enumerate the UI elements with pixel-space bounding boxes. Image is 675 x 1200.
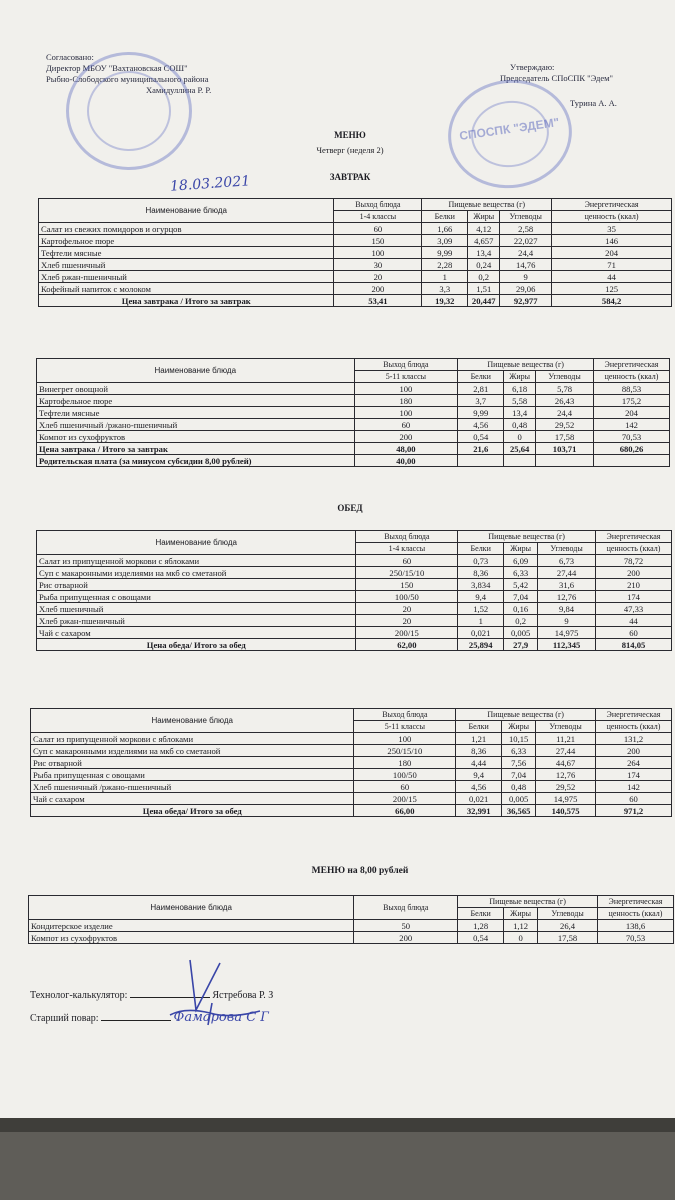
value-cell: 27,44 [536, 745, 596, 757]
total-value-cell: 19,32 [422, 295, 468, 307]
value-cell: 146 [552, 235, 672, 247]
value-cell: 7,04 [504, 591, 538, 603]
dish-name-cell: Хлеб пшеничный /ржано-пшеничный [37, 419, 355, 431]
lunch-table-grades-1-4 [36, 530, 672, 651]
approval-left: Согласовано: Директор МБОУ "Вахтановская СОШ" Рыбно-Слободского муниципального района Хамидуллина Р. Р. [46, 52, 212, 95]
value-cell: 142 [596, 781, 672, 793]
empty-cell [504, 455, 536, 467]
value-cell: 17,58 [536, 431, 594, 443]
total-value-cell: 48,00 [354, 443, 458, 455]
col-header-fat: Жиры [502, 721, 536, 733]
dish-name-cell: Кофейный напиток с молоком [39, 283, 334, 295]
col-header-energy-unit: ценность (ккал) [596, 721, 672, 733]
value-cell: 131,2 [596, 733, 672, 745]
col-header-grades: 5-11 классы [354, 721, 456, 733]
value-cell: 1 [422, 271, 468, 283]
value-cell: 70,53 [594, 431, 670, 443]
value-cell: 2,28 [422, 259, 468, 271]
value-cell: 3,3 [422, 283, 468, 295]
dish-name-cell: Рыба припущенная с овощами [37, 591, 356, 603]
empty-cell [594, 455, 670, 467]
value-cell: 14,975 [538, 627, 596, 639]
breakfast-heading: ЗАВТРАК [329, 172, 371, 182]
value-cell: 4,657 [468, 235, 500, 247]
total-value-cell: 25,64 [504, 443, 536, 455]
dish-name-cell: Хлеб пшеничный [39, 259, 334, 271]
table-row [37, 407, 670, 419]
value-cell: 9,84 [538, 603, 596, 615]
value-cell: 125 [552, 283, 672, 295]
value-cell: 4,44 [456, 757, 502, 769]
col-header-nutrients: Пищевые вещества (г) [456, 709, 596, 721]
value-cell: 0,54 [458, 932, 504, 944]
value-cell: 71 [552, 259, 672, 271]
value-cell: 29,52 [536, 781, 596, 793]
value-cell: 175,2 [594, 395, 670, 407]
total-value-cell: 140,575 [536, 805, 596, 817]
value-cell: 0,021 [458, 627, 504, 639]
parent-fee-value: 40,00 [354, 455, 458, 467]
value-cell: 4,56 [456, 781, 502, 793]
table-row [37, 615, 672, 627]
dish-name-cell: Салат из припущенной моркови с яблоками [37, 555, 356, 567]
value-cell: 0,2 [504, 615, 538, 627]
dish-name-cell: Чай с сахаром [31, 793, 354, 805]
value-cell: 6,09 [504, 555, 538, 567]
value-cell: 14,975 [536, 793, 596, 805]
value-cell: 1,21 [456, 733, 502, 745]
value-cell: 200 [334, 283, 422, 295]
value-cell: 26,4 [538, 920, 598, 932]
menu-title: МЕНЮ [334, 130, 366, 140]
value-cell: 3,7 [458, 395, 504, 407]
value-cell: 9 [500, 271, 552, 283]
total-value-cell: 27,9 [504, 639, 538, 651]
total-label-cell: Цена обеда/ Итого за обед [37, 639, 356, 651]
value-cell: 0,2 [468, 271, 500, 283]
value-cell: 50 [354, 920, 458, 932]
value-cell: 8,36 [456, 745, 502, 757]
value-cell: 200 [354, 431, 458, 443]
value-cell: 150 [356, 579, 458, 591]
dish-name-cell: Хлеб пшеничный [37, 603, 356, 615]
value-cell: 11,21 [536, 733, 596, 745]
col-header-fat: Жиры [504, 543, 538, 555]
table-row [37, 591, 672, 603]
value-cell: 12,76 [538, 591, 596, 603]
total-row [37, 639, 672, 651]
total-value-cell: 53,41 [334, 295, 422, 307]
value-cell: 0,021 [456, 793, 502, 805]
total-value-cell: 112,345 [538, 639, 596, 651]
value-cell: 0,73 [458, 555, 504, 567]
total-row [31, 805, 672, 817]
total-row [37, 443, 670, 455]
dish-name-cell: Тефтели мясные [37, 407, 355, 419]
col-header-carbs: Углеводы [500, 211, 552, 223]
col-header-name: Наименование блюда [29, 896, 354, 920]
value-cell: 2,58 [500, 223, 552, 235]
table-row [37, 627, 672, 639]
value-cell: 138,6 [598, 920, 674, 932]
dish-name-cell: Чай с сахаром [37, 627, 356, 639]
col-header-output: Выход блюда [356, 531, 458, 543]
col-header-output: Выход блюда [354, 709, 456, 721]
value-cell: 5,78 [536, 383, 594, 395]
value-cell: 44,67 [536, 757, 596, 769]
col-header-energy: Энергетическая [596, 709, 672, 721]
table-row [39, 235, 672, 247]
value-cell: 9,4 [456, 769, 502, 781]
col-header-energy-unit: ценность (ккал) [594, 371, 670, 383]
total-value-cell: 62,00 [356, 639, 458, 651]
value-cell: 20 [334, 271, 422, 283]
menu-8-heading: МЕНЮ на 8,00 рублей [311, 866, 409, 876]
value-cell: 29,52 [536, 419, 594, 431]
col-header-protein: Белки [458, 543, 504, 555]
col-header-protein: Белки [456, 721, 502, 733]
total-value-cell: 66,00 [354, 805, 456, 817]
value-cell: 6,33 [502, 745, 536, 757]
value-cell: 70,53 [598, 932, 674, 944]
value-cell: 44 [552, 271, 672, 283]
col-header-carbs: Углеводы [538, 543, 596, 555]
total-value-cell: 971,2 [596, 805, 672, 817]
col-header-name: Наименование блюда [39, 199, 334, 223]
total-row [39, 295, 672, 307]
value-cell: 0 [504, 431, 536, 443]
table-row [39, 259, 672, 271]
menu-day: Четверг (неделя 2) [316, 145, 384, 155]
value-cell: 4,12 [468, 223, 500, 235]
value-cell: 1,52 [458, 603, 504, 615]
total-value-cell: 20,447 [468, 295, 500, 307]
col-header-grades: 1-4 классы [356, 543, 458, 555]
table-row [37, 603, 672, 615]
table-row [37, 383, 670, 395]
dish-name-cell: Хлеб ржан-пшеничный [37, 615, 356, 627]
value-cell: 3,834 [458, 579, 504, 591]
value-cell: 5,58 [504, 395, 536, 407]
col-header-name: Наименование блюда [37, 531, 356, 555]
table-row [31, 733, 672, 745]
value-cell: 200 [596, 745, 672, 757]
col-header-energy: Энергетическая [594, 359, 670, 371]
stamp-text: СПОСПК "ЭДЕМ" [458, 115, 561, 143]
col-header-carbs: Углеводы [538, 908, 598, 920]
value-cell: 10,15 [502, 733, 536, 745]
value-cell: 0,48 [502, 781, 536, 793]
total-value-cell: 25,894 [458, 639, 504, 651]
table-row [39, 283, 672, 295]
value-cell: 35 [552, 223, 672, 235]
value-cell: 60 [596, 627, 672, 639]
total-value-cell: 814,05 [596, 639, 672, 651]
col-header-protein: Белки [458, 371, 504, 383]
dish-name-cell: Винегрет овощной [37, 383, 355, 395]
value-cell: 250/15/10 [354, 745, 456, 757]
table-row [37, 579, 672, 591]
table-row [29, 932, 674, 944]
total-value-cell: 92,977 [500, 295, 552, 307]
col-header-fat: Жиры [504, 371, 536, 383]
value-cell: 0,48 [504, 419, 536, 431]
breakfast-table-grades-1-4 [38, 198, 672, 307]
dish-name-cell: Салат из свежих помидоров и огурцов [39, 223, 334, 235]
table-row [37, 555, 672, 567]
col-header-carbs: Углеводы [536, 371, 594, 383]
dish-name-cell: Кондитерское изделие [29, 920, 354, 932]
value-cell: 8,36 [458, 567, 504, 579]
col-header-grades: 5-11 классы [354, 371, 458, 383]
col-header-fat: Жиры [504, 908, 538, 920]
table-row [31, 793, 672, 805]
table-row [39, 271, 672, 283]
total-label-cell: Цена завтрака / Итого за завтрак [39, 295, 334, 307]
table-row [39, 247, 672, 259]
value-cell: 44 [596, 615, 672, 627]
value-cell: 9,99 [458, 407, 504, 419]
col-header-output: Выход блюда [354, 359, 458, 371]
value-cell: 1,28 [458, 920, 504, 932]
total-value-cell: 21,6 [458, 443, 504, 455]
value-cell: 0,005 [504, 627, 538, 639]
value-cell: 1,66 [422, 223, 468, 235]
total-value-cell: 103,71 [536, 443, 594, 455]
value-cell: 27,44 [538, 567, 596, 579]
col-header-energy: Энергетическая [598, 896, 674, 908]
value-cell: 60 [596, 793, 672, 805]
value-cell: 180 [354, 757, 456, 769]
value-cell: 60 [354, 419, 458, 431]
signature-scribble [150, 955, 300, 1030]
dish-name-cell: Хлеб пшеничный /ржано-пшеничный [31, 781, 354, 793]
value-cell: 6,73 [538, 555, 596, 567]
empty-cell [536, 455, 594, 467]
dish-name-cell: Рыба припущенная с овощами [31, 769, 354, 781]
table-row [31, 745, 672, 757]
table-row [37, 567, 672, 579]
value-cell: 60 [334, 223, 422, 235]
value-cell: 150 [334, 235, 422, 247]
value-cell: 78,72 [596, 555, 672, 567]
value-cell: 100 [334, 247, 422, 259]
value-cell: 100 [354, 407, 458, 419]
col-header-protein: Белки [458, 908, 504, 920]
value-cell: 7,56 [502, 757, 536, 769]
value-cell: 13,4 [468, 247, 500, 259]
col-header-fat: Жиры [468, 211, 500, 223]
table-row [31, 781, 672, 793]
breakfast-table-grades-5-11 [36, 358, 670, 467]
cook-handwritten-name: Фамарова С Г [173, 1010, 269, 1025]
value-cell: 100 [354, 733, 456, 745]
value-cell: 204 [594, 407, 670, 419]
value-cell: 142 [594, 419, 670, 431]
value-cell: 29,06 [500, 283, 552, 295]
approval-right: Утверждаю: Председатель СПоСПК "Эдем" Турина А. А. [500, 62, 617, 108]
value-cell: 3,09 [422, 235, 468, 247]
value-cell: 250/15/10 [356, 567, 458, 579]
value-cell: 264 [596, 757, 672, 769]
value-cell: 0 [504, 932, 538, 944]
col-header-energy: Энергетическая [596, 531, 672, 543]
value-cell: 12,76 [536, 769, 596, 781]
total-label-cell: Цена обеда/ Итого за обед [31, 805, 354, 817]
value-cell: 100/50 [354, 769, 456, 781]
value-cell: 174 [596, 591, 672, 603]
dish-name-cell: Картофельное пюре [37, 395, 355, 407]
dish-name-cell: Рис отварной [31, 757, 354, 769]
value-cell: 180 [354, 395, 458, 407]
col-header-name: Наименование блюда [31, 709, 354, 733]
floor-background [0, 1118, 675, 1200]
col-header-name: Наименование блюда [37, 359, 355, 383]
value-cell: 100/50 [356, 591, 458, 603]
col-header-carbs: Углеводы [536, 721, 596, 733]
value-cell: 0,16 [504, 603, 538, 615]
table-row [31, 757, 672, 769]
col-header-output: Выход блюда [354, 896, 458, 920]
value-cell: 17,58 [538, 932, 598, 944]
col-header-nutrients: Пищевые вещества (г) [458, 896, 598, 908]
value-cell: 88,53 [594, 383, 670, 395]
value-cell: 4,56 [458, 419, 504, 431]
col-header-energy: Энергетическая [552, 199, 672, 211]
col-header-protein: Белки [422, 211, 468, 223]
table-row [37, 431, 670, 443]
value-cell: 2,81 [458, 383, 504, 395]
value-cell: 7,04 [502, 769, 536, 781]
value-cell: 9 [538, 615, 596, 627]
handwritten-date: 18.03.2021 [169, 173, 251, 195]
value-cell: 60 [356, 555, 458, 567]
value-cell: 26,43 [536, 395, 594, 407]
value-cell: 6,33 [504, 567, 538, 579]
value-cell: 9,4 [458, 591, 504, 603]
value-cell: 30 [334, 259, 422, 271]
value-cell: 20 [356, 603, 458, 615]
total-value-cell: 680,26 [594, 443, 670, 455]
parent-fee-label: Родительская плата (за минусом субсидии 8,00 рублей) [37, 455, 355, 467]
total-value-cell: 584,2 [552, 295, 672, 307]
value-cell: 24,4 [536, 407, 594, 419]
value-cell: 200/15 [354, 793, 456, 805]
col-header-energy-unit: ценность (ккал) [596, 543, 672, 555]
dish-name-cell: Компот из сухофруктов [29, 932, 354, 944]
value-cell: 5,42 [504, 579, 538, 591]
value-cell: 6,18 [504, 383, 536, 395]
total-value-cell: 32,991 [456, 805, 502, 817]
value-cell: 13,4 [504, 407, 536, 419]
value-cell: 20 [356, 615, 458, 627]
dish-name-cell: Картофельное пюре [39, 235, 334, 247]
value-cell: 60 [354, 781, 456, 793]
col-header-energy-unit: ценность (ккал) [598, 908, 674, 920]
table-row [39, 223, 672, 235]
lunch-table-grades-5-11 [30, 708, 672, 817]
col-header-grades: 1-4 классы [334, 211, 422, 223]
value-cell: 200 [354, 932, 458, 944]
dish-name-cell: Хлеб ржан-пшеничный [39, 271, 334, 283]
empty-cell [458, 455, 504, 467]
table-row [37, 395, 670, 407]
dish-name-cell: Тефтели мясные [39, 247, 334, 259]
col-header-output: Выход блюда [334, 199, 422, 211]
parent-fee-row [37, 455, 670, 467]
value-cell: 0,54 [458, 431, 504, 443]
lunch-heading: ОБЕД [337, 503, 363, 513]
dish-name-cell: Рис отварной [37, 579, 356, 591]
dish-name-cell: Суп с макаронными изделиями на мкб со сметаной [37, 567, 356, 579]
value-cell: 210 [596, 579, 672, 591]
value-cell: 22,027 [500, 235, 552, 247]
value-cell: 0,005 [502, 793, 536, 805]
value-cell: 174 [596, 769, 672, 781]
dish-name-cell: Суп с макаронными изделиями на мкб со сметаной [31, 745, 354, 757]
value-cell: 1,12 [504, 920, 538, 932]
col-header-nutrients: Пищевые вещества (г) [458, 531, 596, 543]
technologist-name: Ястребова Р. З [212, 990, 274, 1001]
value-cell: 1,51 [468, 283, 500, 295]
dish-name-cell: Салат из припущенной моркови с яблоками [31, 733, 354, 745]
value-cell: 14,76 [500, 259, 552, 271]
value-cell: 24,4 [500, 247, 552, 259]
total-label-cell: Цена завтрака / Итого за завтрак [37, 443, 355, 455]
value-cell: 204 [552, 247, 672, 259]
value-cell: 9,99 [422, 247, 468, 259]
table-row [31, 769, 672, 781]
total-value-cell: 36,565 [502, 805, 536, 817]
technologist-label: Технолог-калькулятор: [30, 990, 128, 1001]
menu-8-rubles-table [28, 895, 674, 944]
dish-name-cell: Компот из сухофруктов [37, 431, 355, 443]
value-cell: 200 [596, 567, 672, 579]
cook-label: Старший повар: [30, 1013, 99, 1024]
value-cell: 47,33 [596, 603, 672, 615]
col-header-nutrients: Пищевые вещества (г) [422, 199, 552, 211]
value-cell: 0,24 [468, 259, 500, 271]
col-header-nutrients: Пищевые вещества (г) [458, 359, 594, 371]
value-cell: 200/15 [356, 627, 458, 639]
round-stamp-left [66, 52, 192, 170]
value-cell: 100 [354, 383, 458, 395]
table-row [37, 419, 670, 431]
col-header-energy-unit: ценность (ккал) [552, 211, 672, 223]
value-cell: 31,6 [538, 579, 596, 591]
value-cell: 1 [458, 615, 504, 627]
table-row [29, 920, 674, 932]
